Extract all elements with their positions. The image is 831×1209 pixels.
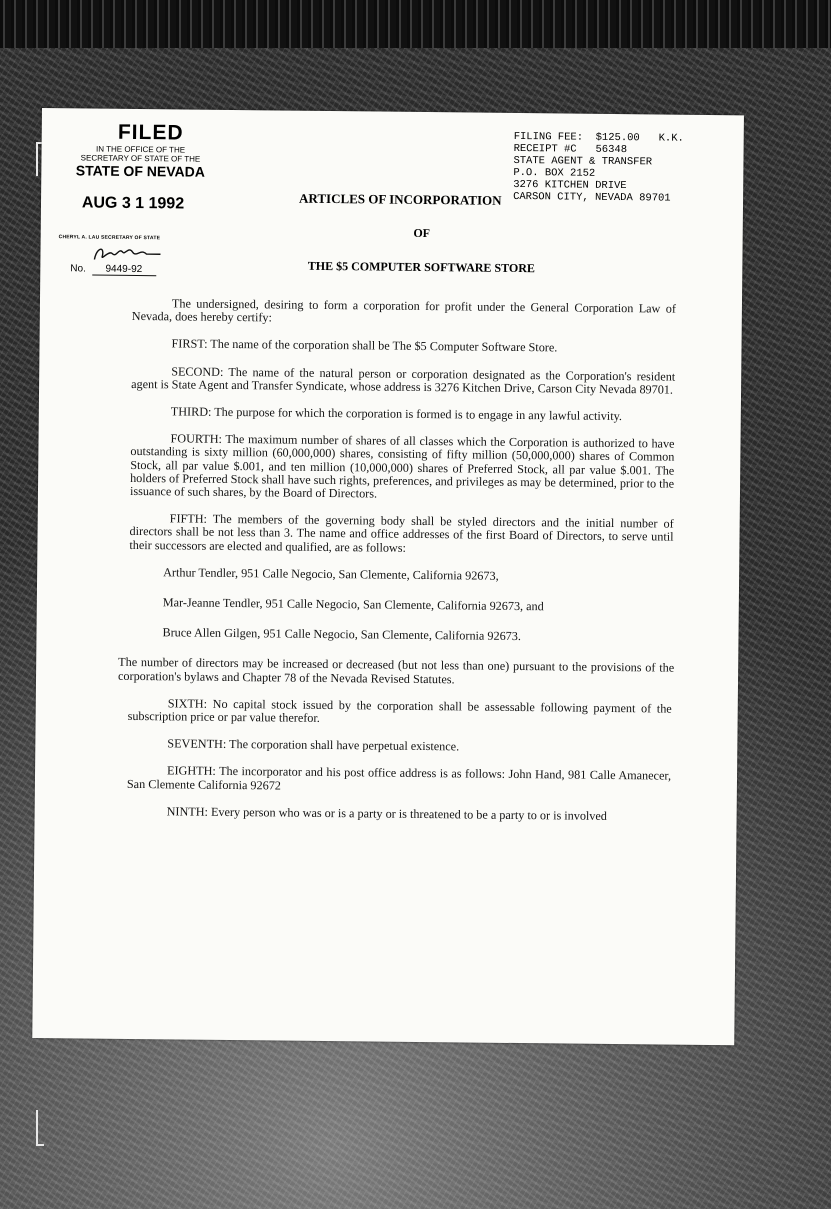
article-second [131,365,675,397]
file-number-label: No. [70,263,86,275]
article-label: FIFTH: [169,511,208,526]
filed-date: AUG 3 1 1992 [81,194,185,213]
article-fifth [129,512,673,557]
article-text: The maximum number of shares of all classes which the Corporation is authorized to have outstanding is sixty million (60,000,000) shares, consisting of fifty million (50,000,000) shares of Common Stock, all par value $.001, and ten million (10,000,000) shares of Preferred Stock, all par value $.001. The holders of Preferred Stock shall have such rights, preferences, and privileges as may be determined, prior to the issuance of such shares, by the Board of Directors. [129,432,675,501]
article-first [131,337,675,356]
article-ninth [127,805,671,824]
article-text: The corporation shall have perpetual existence. [229,737,460,754]
article-text: No capital stock issued by the corporation shall be assessable following payment of the subscription price or par value therefor. [127,696,672,726]
article-seventh [127,737,671,756]
intro-paragraph: The undersigned, desiring to form a corporation for profit under the General Corporation Law of Nevada, does hereby certify: [131,296,677,325]
office-line: IN THE OFFICE OF THE [95,144,186,155]
clerk-name: CHERYL A. LAU SECRETARY OF STATE [58,234,161,242]
article-label: SEVENTH: [167,736,227,752]
article-text: Every person who was or is a party or is threatened to be a party to or is involved [210,804,608,823]
title-of: OF [413,225,431,241]
article-fifth-continued: The number of directors may be increased or decreased (but not less than one) pursuant to the provisions of the corporation's bylaws and Chapter 78 of the Nevada Revised Statutes. [117,655,675,687]
agent-line: P.O. BOX 2152 [513,166,596,180]
article-label: NINTH: [166,804,209,819]
fee-value: $125.00 [595,131,640,145]
fee-label: FILING FEE: [513,130,584,144]
article-text: The name of the corporation shall be The $5 Computer Software Store. [210,337,558,355]
receipt-label: RECEIPT #C [513,142,577,156]
article-label: FOURTH: [170,431,223,447]
article-fourth [130,432,675,504]
article-label: SECOND: [171,363,224,379]
receipt-value: 56348 [595,143,628,157]
filed-stamp [65,120,216,214]
article-text: The incorporator and his post office address is as follows: John Hand, 981 Calle Amanecer, San Clemente California 92672 [126,764,672,793]
state-label: STATE OF NEVADA [75,162,205,180]
office-line: SECRETARY OF STATE OF THE [80,153,201,164]
article-third [131,405,675,424]
agent-line: CARSON CITY, NEVADA 89701 [513,190,671,205]
scan-bracket-mark [36,1110,44,1146]
document-page [32,108,744,1045]
article-text: The name of the natural person or corporation designated as the Corporation's resident agent is State Agent and Transfer Syndicate, whose address is 3276 Kitchen Drive, Carson City Nevada 89701. [131,364,676,397]
agent-line: STATE AGENT & TRANSFER [513,154,653,169]
article-sixth [128,697,672,729]
article-label: SIXTH: [167,696,208,711]
file-number-value: 9449-92 [92,264,156,277]
company-name: THE $5 COMPUTER SOFTWARE STORE [307,258,536,276]
document-title: ARTICLES OF INCORPORATION [298,190,502,208]
director-entry: Mar-Jeanne Tendler, 951 Calle Negocio, San Clemente, California 92673, and [162,595,544,614]
director-entry: Arthur Tendler, 951 Calle Negocio, San Clemente, California 92673, [163,565,499,583]
director-entry: Bruce Allen Gilgen, 951 Calle Negocio, San Clemente, California 92673. [162,625,522,644]
agent-line: 3276 KITCHEN DRIVE [513,178,627,193]
article-eighth [127,764,671,796]
article-label: FIRST: [171,336,208,352]
article-text: The members of the governing body shall be styled directors and the initial number of directors shall be not less than 3. The name and office addresses of the first Board of Directors, to serve until their successors are elected and qualified, are as follows: [129,512,674,555]
scan-edge-band [0,0,831,48]
fee-initials: K.K. [658,132,684,145]
article-label: EIGHTH: [166,763,216,779]
filed-label: FILED [117,120,184,145]
article-label: THIRD: [170,404,212,419]
filing-fee-block [513,131,684,205]
article-text: The purpose for which the corporation is formed is to engage in any lawful activity. [214,404,623,424]
articles-body [117,296,677,838]
